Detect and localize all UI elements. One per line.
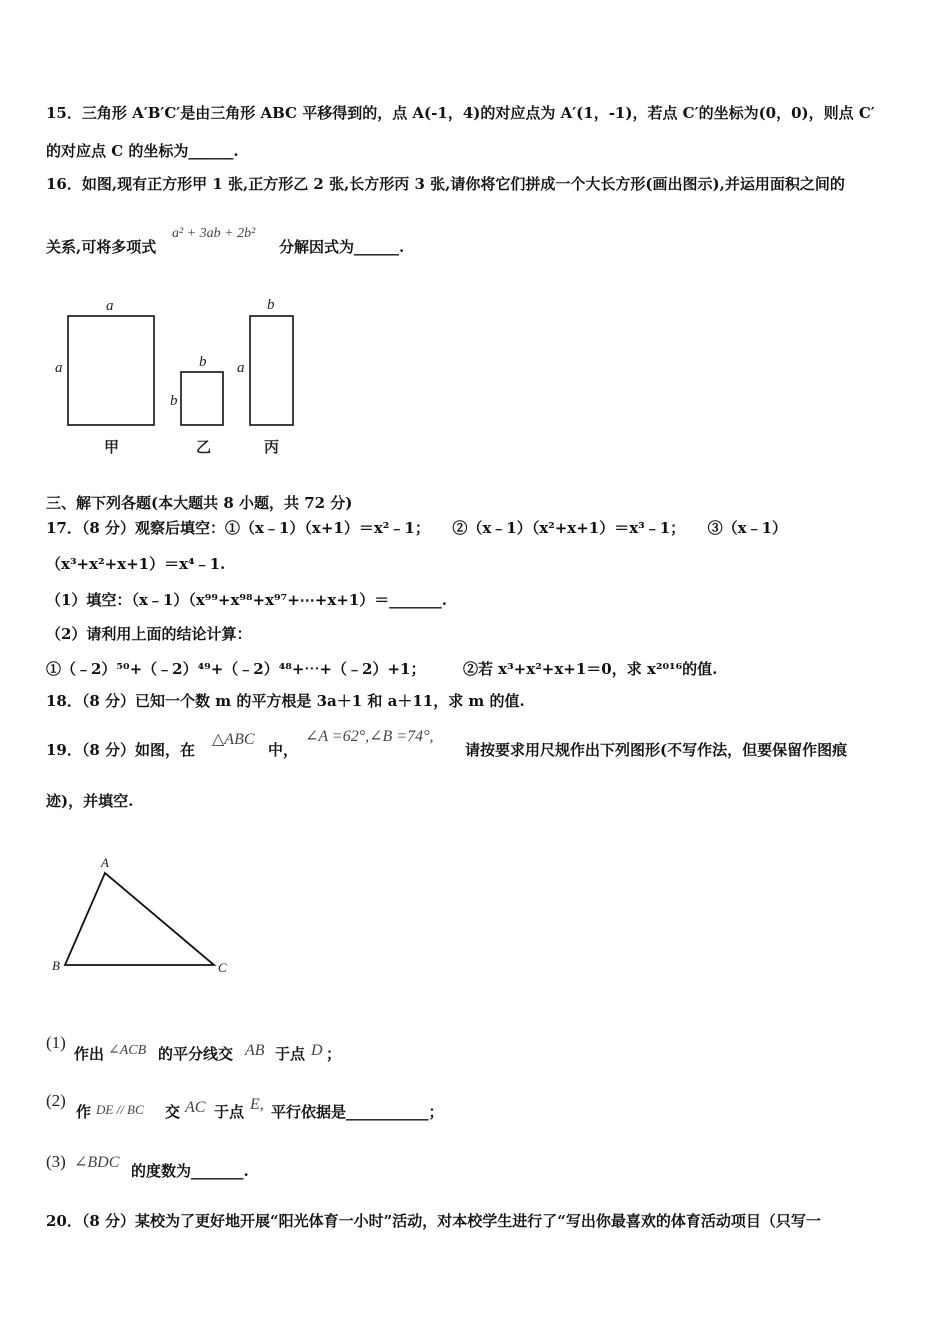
- q19-line2: 迹)，并填空.: [46, 792, 134, 810]
- vertex-c: C: [218, 960, 227, 975]
- q19-mid: 中，: [268, 741, 299, 759]
- q16-line2-suffix: 分解因式为______.: [279, 238, 405, 256]
- jia-side-label: a: [55, 360, 63, 376]
- q17-part2: （2）请利用上面的结论计算：: [46, 625, 252, 643]
- q19-part1-end: ；: [326, 1045, 342, 1063]
- triangle-abc: [65, 873, 214, 965]
- yi-top-label: b: [199, 354, 207, 370]
- q19-part2-pt: E,: [250, 1096, 264, 1113]
- q19-part1-mid2: 于点: [275, 1045, 306, 1063]
- yi-side-label: b: [170, 393, 178, 409]
- q19-angles: ∠A =62°,∠B =74°,: [305, 728, 434, 745]
- q19-part3-num: (3): [46, 1152, 66, 1171]
- q19-part2-num: (2): [46, 1091, 66, 1110]
- bing-side-label: a: [237, 360, 245, 376]
- q19-part3-end: 的度数为_______.: [131, 1162, 249, 1180]
- yi-name: 乙: [196, 438, 212, 456]
- q19-part3-angle: ∠BDC: [74, 1154, 120, 1171]
- q17-line1: 17．（8 分）观察后填空：①（x﹣1）（x+1）＝x²﹣1； ②（x﹣1）（x²+x+1）＝x³﹣1； ③（x﹣1）: [46, 519, 788, 537]
- q19-triangle: △ABC: [212, 731, 255, 748]
- square-jia: [68, 316, 154, 425]
- vertex-a: A: [101, 855, 109, 870]
- q17-line2: （x³+x²+x+1）＝x⁴﹣1.: [46, 555, 226, 573]
- bing-top-label: b: [267, 297, 275, 313]
- jia-name: 甲: [104, 438, 120, 456]
- jia-top-label: a: [106, 298, 114, 314]
- vertex-b: B: [52, 958, 60, 973]
- q19-part1-mid: 的平分线交: [158, 1045, 234, 1063]
- q20-text: 20．（8 分）某校为了更好地开展“阳光体育一小时”活动，对本校学生进行了“写出你最喜欢的体育活动项目（只写一: [46, 1212, 821, 1230]
- q19-part2-mid2: 于点: [214, 1103, 245, 1121]
- q19-part2-seg: AC: [185, 1099, 206, 1116]
- q19-part1-angle: ∠ACB: [108, 1043, 147, 1058]
- q19-part1-seg: AB: [245, 1042, 265, 1059]
- q19-line1-suffix: 请按要求用尺规作出下列图形(不写作法，但要保留作图痕: [465, 741, 848, 759]
- q17-part1: （1）填空：（x﹣1）（x⁹⁹+x⁹⁸+x⁹⁷+⋯+x+1）＝_______.: [46, 591, 448, 609]
- q15-line2: 的对应点 C 的坐标为______.: [46, 142, 239, 160]
- q19-line1-prefix: 19．（8 分）如图，在: [46, 741, 196, 759]
- q16-line1: 16．如图,现有正方形甲 1 张,正方形乙 2 张,长方形丙 3 张,请你将它们拼成一个大长方形(画出图示),并运用面积之间的: [46, 175, 845, 193]
- section3-heading: 三、解下列各题(本大题共 8 小题，共 72 分): [46, 494, 353, 512]
- rect-bing: [250, 316, 293, 425]
- q19-part2-mid: 交: [165, 1103, 181, 1121]
- q19-part2-pre: 作: [76, 1103, 92, 1121]
- q15-line1: 15．三角形 A′B′C′是由三角形 ABC 平移得到的，点 A(-1，4)的对应点为 A′(1，-1)，若点 C′的坐标为(0，0)，则点 C′: [46, 104, 875, 122]
- q19-part1-pt: D: [311, 1042, 323, 1059]
- q17-part2-items: ①（﹣2）⁵⁰+（﹣2）⁴⁹+（﹣2）⁴⁸+⋯+（﹣2）+1； ②若 x³+x²+x+1＝0，求 x²⁰¹⁶的值.: [46, 660, 718, 678]
- square-yi: [181, 372, 223, 425]
- q18-text: 18．（8 分）已知一个数 m 的平方根是 3a＋1 和 a＋11，求 m 的值.: [46, 692, 525, 710]
- q19-part2-end: 平行依据是___________；: [271, 1103, 444, 1121]
- q19-part1-pre: 作出: [74, 1045, 105, 1063]
- q16-line2-prefix: 关系,可将多项式: [46, 238, 157, 256]
- q19-part1-num: (1): [46, 1033, 66, 1052]
- q16-polynomial: a² + 3ab + 2b²: [172, 226, 256, 241]
- q19-part2-parallel: DE // BC: [96, 1102, 144, 1117]
- bing-name: 丙: [264, 438, 280, 456]
